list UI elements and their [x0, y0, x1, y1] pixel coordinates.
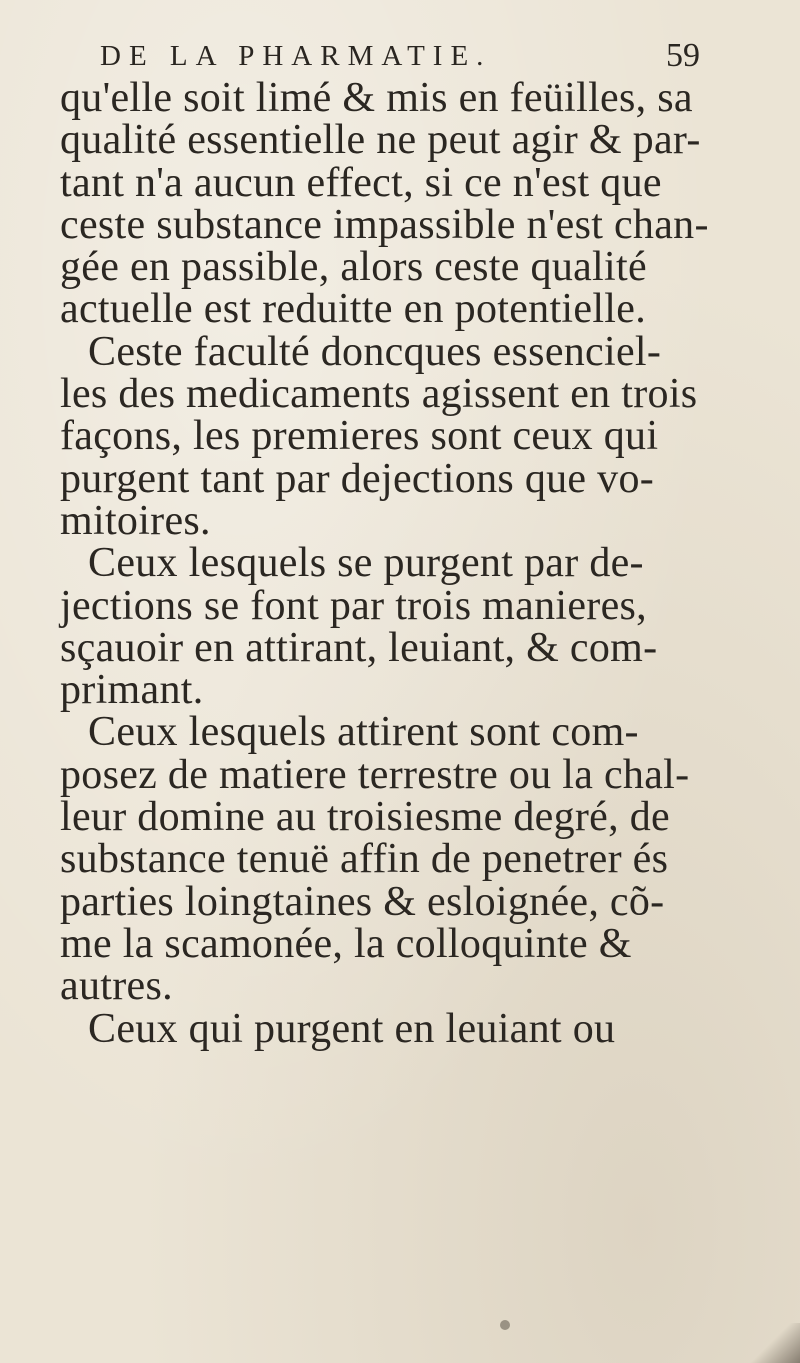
text-line: jections se font par trois manieres, — [60, 582, 647, 629]
text-line: ceste substance impassible n'est chan- — [60, 201, 709, 248]
page-number: 59 — [666, 37, 700, 74]
running-head: DE LA PHARMATIE. — [100, 40, 492, 72]
text-line: les des medicaments agissent en trois — [60, 371, 698, 418]
text-line: façons, les premieres sont ceux qui — [60, 413, 659, 460]
text-line: me la scamonée, la colloquinte & — [60, 920, 632, 967]
body-text — [60, 77, 710, 1050]
text-line: tant n'a aucun effect, si ce n'est que — [60, 159, 662, 206]
text-line: qu'elle soit limé & mis en feüilles, sa — [60, 75, 693, 121]
page-corner-shadow — [740, 1323, 800, 1363]
text-line: primant. — [60, 667, 204, 714]
text-line: qualité essentielle ne peut agir & par- — [60, 117, 701, 164]
text-line: leur domine au troisiesme degré, de — [60, 794, 670, 841]
text-line: actuelle est reduitte en potentielle. — [60, 286, 647, 333]
text-line: parties loingtaines & esloignée, cõ- — [60, 878, 665, 925]
paragraph-start-line: Ceux lesquels se purgent par de- — [88, 540, 644, 587]
text-line: sçauoir en attirant, leuiant, & com- — [60, 624, 658, 671]
paragraph-start-line: Ceste faculté doncques essenciel- — [88, 328, 662, 375]
ink-spot — [500, 1320, 510, 1330]
text-line: substance tenuë affin de penetrer és — [60, 836, 669, 883]
text-line: mitoires. — [60, 497, 211, 544]
text-line: autres. — [60, 963, 173, 1010]
paragraph-start-line: Ceux lesquels attirent sont com- — [88, 709, 639, 756]
paragraph-start-line: Ceux qui purgent en leuiant ou — [88, 1005, 616, 1052]
text-line: gée en passible, alors ceste qualité — [60, 244, 647, 291]
text-line: purgent tant par dejections que vo- — [60, 455, 655, 502]
text-line: posez de matiere terrestre ou la chal- — [60, 751, 690, 798]
